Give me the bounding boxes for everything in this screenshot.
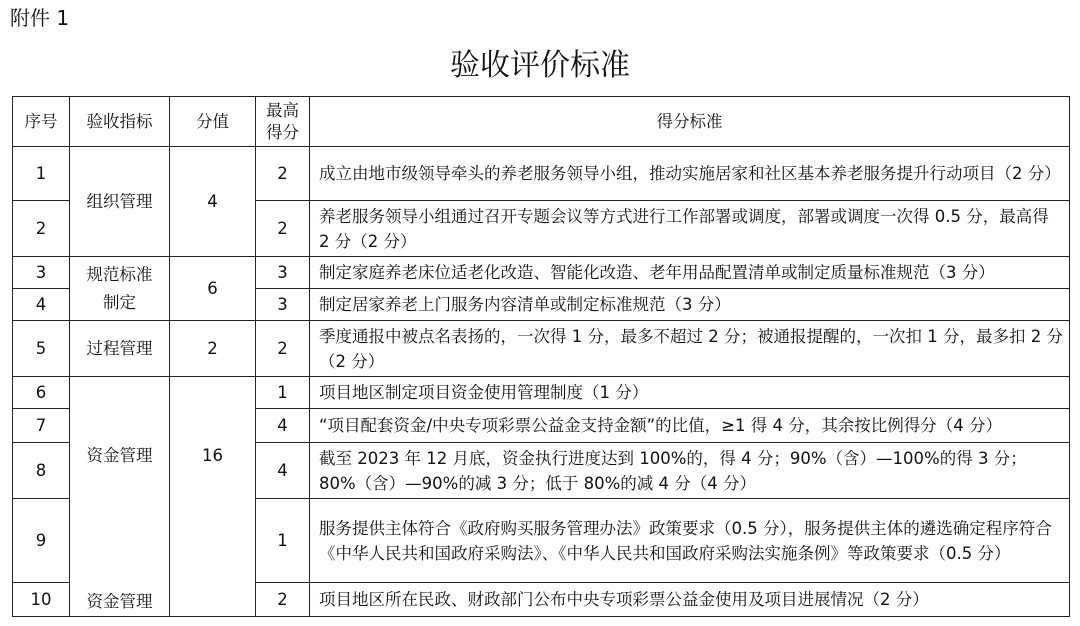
table-row [13,147,1070,201]
row-max: 3 [256,289,310,321]
score-cell: 4 [170,147,256,257]
indicator-line2: 制定 [103,292,136,312]
indicator-label: 资金管理 [86,446,153,465]
row-standard: 季度通报中被点名表扬的，一次得 1 分，最多不超过 2 分；被通报提醒的，一次扣 1 分，最多扣 2 分（2 分） [310,321,1070,377]
indicator-cell: 过程管理 [70,321,170,377]
row-max: 2 [256,321,310,377]
header-standard: 得分标准 [310,97,1070,147]
header-max-line1: 最高 [266,100,299,120]
row-max: 3 [256,257,310,289]
row-standard: 养老服务领导小组通过召开专题会议等方式进行工作部署或调度，部署或调度一次得 0.5 分，最高得 2 分（2 分） [310,201,1070,257]
indicator-label-bottom: 资金管理 [86,592,153,611]
row-standard: 服务提供主体符合《政府购买服务管理办法》政策要求（0.5 分），服务提供主体的遴选确定程序符合《中华人民共和国政府采购法》、《中华人民共和国政府采购法实施条例》等政策要求（0.5 分） [310,499,1070,583]
row-no: 10 [13,583,70,617]
header-row [13,97,1070,147]
indicator-cell: 组织管理 [70,147,170,257]
row-no: 2 [13,201,70,257]
row-no: 5 [13,321,70,377]
row-max: 2 [256,147,310,201]
indicator-cell [70,377,170,617]
row-max: 2 [256,201,310,257]
row-max: 4 [256,409,310,443]
header-max-score [256,97,310,147]
row-no: 4 [13,289,70,321]
row-max: 2 [256,583,310,617]
indicator-cell [70,257,170,321]
row-standard: 制定家庭养老床位适老化改造、智能化改造、老年用品配置清单或制定质量标准规范（3 分） [310,257,1070,289]
score-cell: 16 [170,377,256,617]
row-standard: 制定居家养老上门服务内容清单或制定标准规范（3 分） [310,289,1070,321]
row-standard: “项目配套资金/中央专项彩票公益金支持金额”的比值，≥1 得 4 分，其余按比例得分（4 分） [310,409,1070,443]
score-cell: 6 [170,257,256,321]
header-indicator: 验收指标 [70,97,170,147]
evaluation-table [12,96,1070,617]
header-max-line2: 得分 [266,122,299,142]
row-standard: 项目地区所在民政、财政部门公布中央专项彩票公益金使用及项目进展情况（2 分） [310,583,1070,617]
row-no: 7 [13,409,70,443]
row-no: 9 [13,499,70,583]
row-standard: 项目地区制定项目资金使用管理制度（1 分） [310,377,1070,409]
row-no: 8 [13,443,70,499]
row-standard: 截至 2023 年 12 月底，资金执行进度达到 100%的，得 4 分；90%（含）—100%的得 3 分；80%（含）—90%的减 3 分；低于 80%的减 4 分（4 分） [310,443,1070,499]
row-standard: 成立由地市级领导牵头的养老服务领导小组，推动实施居家和社区基本养老服务提升行动项目（2 分） [310,147,1070,201]
attachment-label: 附件 1 [10,6,70,30]
table-row [13,257,1070,289]
row-no: 1 [13,147,70,201]
table-row [13,377,1070,409]
row-max: 1 [256,499,310,583]
row-no: 3 [13,257,70,289]
row-no: 6 [13,377,70,409]
row-max: 1 [256,377,310,409]
header-no: 序号 [13,97,70,147]
indicator-line1: 规范标准 [86,264,153,284]
header-score: 分值 [170,97,256,147]
table-row [13,321,1070,377]
row-max: 4 [256,443,310,499]
score-cell: 2 [170,321,256,377]
document-title: 验收评价标准 [450,48,630,83]
